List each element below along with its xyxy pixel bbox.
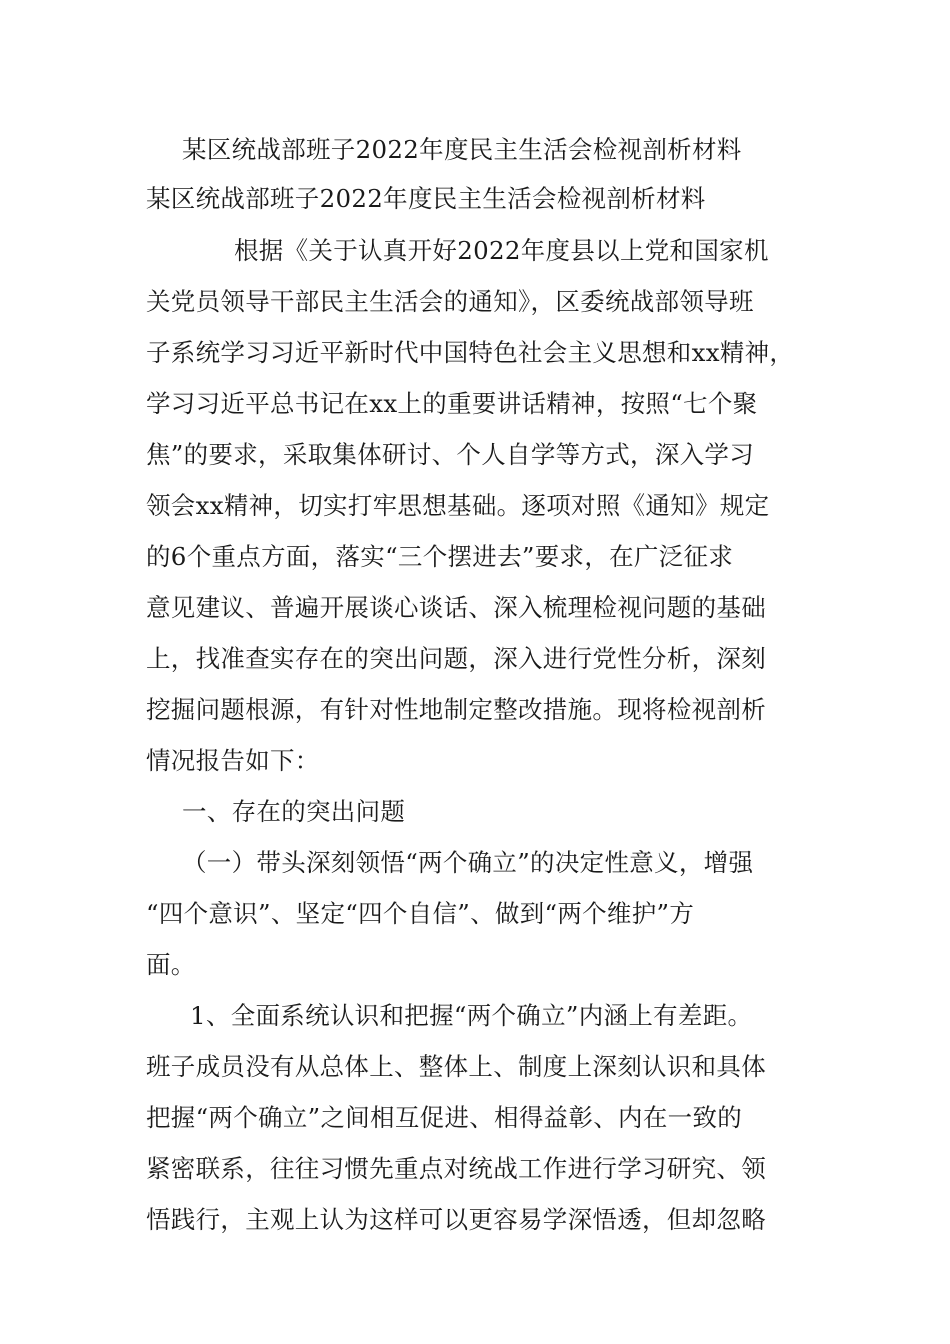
intro-line: 关党员领导干部民主生活会的通知》，区委统战部领导班 — [146, 287, 754, 316]
intro-line: 焦”的要求，采取集体研讨、个人自学等方式，深入学习 — [146, 440, 755, 469]
item-line: 班子成员没有从总体上、整体上、制度上深刻认识和具体 — [146, 1052, 766, 1081]
subsection-line: （一）带头深刻领悟“两个确立”的决定性意义，增强 — [182, 848, 754, 877]
intro-line: 情况报告如下： — [146, 746, 320, 775]
intro-line: 上，找准查实存在的突出问题，深入进行党性分析，深刻 — [146, 644, 766, 673]
section-heading: 一、存在的突出问题 — [182, 797, 406, 826]
intro-line: 学习习近平总书记在xx上的重要讲话精神，按照“七个聚 — [146, 389, 758, 418]
item-line: 紧密联系，往往习惯先重点对统战工作进行学习研究、领 — [146, 1154, 766, 1183]
item-line: 悟践行，主观上认为这样可以更容易学深悟透，但却忽略 — [146, 1205, 766, 1234]
intro-line: 根据《关于认真开好2022年度县以上党和国家机 — [234, 236, 769, 265]
document-subtitle: 某区统战部班子2022年度民主生活会检视剖析材料 — [146, 184, 706, 213]
intro-line: 挖掘问题根源，有针对性地制定整改措施。现将检视剖析 — [146, 695, 766, 724]
intro-line: 领会xx精神，切实打牢思想基础。逐项对照《通知》规定 — [146, 491, 770, 520]
item-line: 1、全面系统认识和把握“两个确立”内涵上有差距。 — [190, 1001, 753, 1030]
intro-line: 的6个重点方面，落实“三个摆进去”要求，在广泛征求 — [146, 542, 734, 571]
intro-line: 子系统学习习近平新时代中国特色社会主义思想和xx精神， — [146, 338, 795, 367]
document-title: 某区统战部班子2022年度民主生活会检视剖析材料 — [182, 135, 742, 164]
intro-line: 意见建议、普遍开展谈心谈话、深入梳理检视问题的基础 — [146, 593, 766, 622]
subsection-line: “四个意识”、坚定“四个自信”、做到“两个维护”方 — [146, 899, 695, 928]
item-line: 把握“两个确立”之间相互促进、相得益彰、内在一致的 — [146, 1103, 743, 1132]
subsection-line: 面。 — [146, 950, 196, 979]
